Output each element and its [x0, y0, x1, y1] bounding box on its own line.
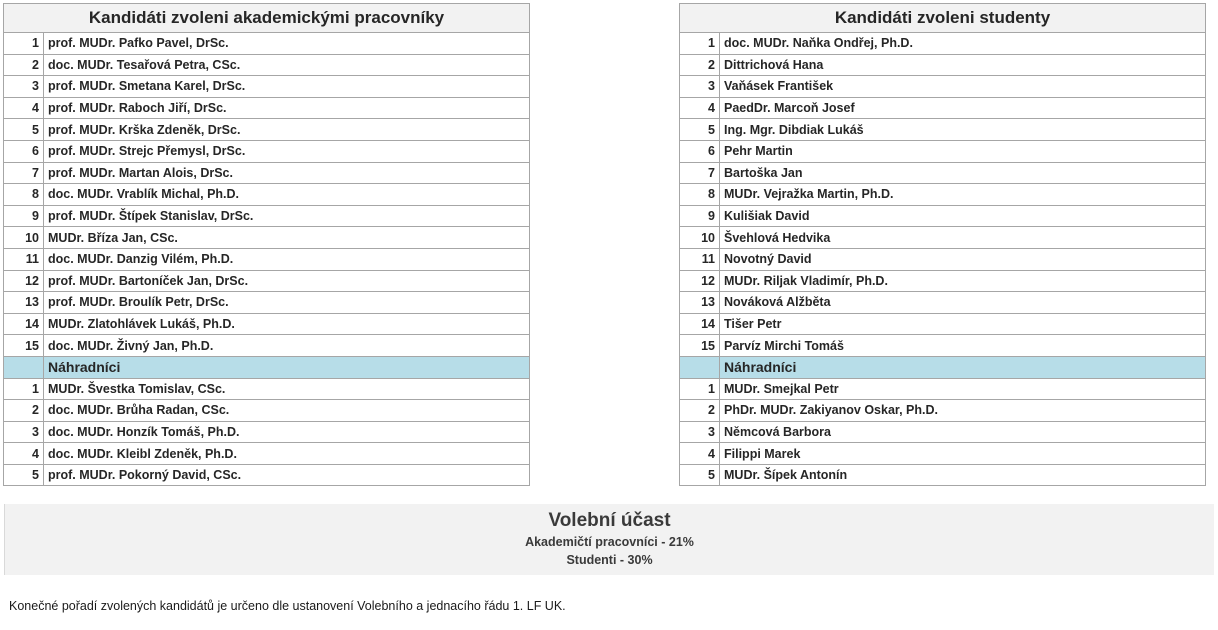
table-row — [4, 421, 530, 443]
staff-candidates-title: Kandidáti zvoleni akademickými pracovníky — [4, 4, 530, 33]
table-row — [4, 119, 530, 141]
table-row — [4, 184, 530, 206]
candidate-name: Bartoška Jan — [720, 162, 1206, 184]
candidate-name: MUDr. Bříza Jan, CSc. — [44, 227, 530, 249]
table-row — [680, 464, 1206, 486]
table-row — [4, 378, 530, 400]
row-number: 1 — [4, 33, 44, 55]
substitutes-label: Náhradníci — [44, 356, 530, 378]
row-number: 5 — [4, 464, 44, 486]
row-number: 4 — [4, 443, 44, 465]
table-row — [4, 464, 530, 486]
row-number: 4 — [4, 97, 44, 119]
substitute-name: MUDr. Šípek Antonín — [720, 464, 1206, 486]
table-row — [680, 162, 1206, 184]
substitute-name: Němcová Barbora — [720, 421, 1206, 443]
table-row — [4, 292, 530, 314]
table-row — [4, 335, 530, 357]
table-row — [680, 313, 1206, 335]
table-row — [680, 76, 1206, 98]
row-number: 15 — [4, 335, 44, 357]
table-row — [680, 292, 1206, 314]
candidate-name: Švehlová Hedvika — [720, 227, 1206, 249]
row-number: 3 — [680, 76, 720, 98]
row-number: 2 — [680, 400, 720, 422]
turnout-staff: Akademičtí pracovníci - 21% — [525, 535, 694, 549]
row-number: 8 — [680, 184, 720, 206]
candidate-name: prof. MUDr. Štípek Stanislav, DrSc. — [44, 205, 530, 227]
row-number: 2 — [680, 54, 720, 76]
row-number: 14 — [4, 313, 44, 335]
candidate-name: Ing. Mgr. Dibdiak Lukáš — [720, 119, 1206, 141]
footnote: Konečné pořadí zvolených kandidátů je určeno dle ustanovení Volebního a jednacího řádu 1. LF UK. — [9, 599, 566, 613]
table-row — [680, 335, 1206, 357]
row-number: 1 — [4, 378, 44, 400]
turnout-students: Studenti - 30% — [566, 553, 653, 567]
candidate-name: Tišer Petr — [720, 313, 1206, 335]
table-row — [680, 400, 1206, 422]
row-number: 13 — [680, 292, 720, 314]
row-number: 6 — [680, 140, 720, 162]
row-number: 13 — [4, 292, 44, 314]
table-row — [680, 184, 1206, 206]
candidate-name: Nováková Alžběta — [720, 292, 1206, 314]
table-row — [4, 443, 530, 465]
substitute-name: PhDr. MUDr. Zakiyanov Oskar, Ph.D. — [720, 400, 1206, 422]
table-row — [680, 205, 1206, 227]
candidate-name: MUDr. Vejražka Martin, Ph.D. — [720, 184, 1206, 206]
row-number: 3 — [680, 421, 720, 443]
candidate-name: prof. MUDr. Strejc Přemysl, DrSc. — [44, 140, 530, 162]
row-number: 8 — [4, 184, 44, 206]
table-row — [680, 97, 1206, 119]
student-candidates-table — [679, 3, 1206, 486]
row-number: 3 — [4, 421, 44, 443]
substitute-name: Filippi Marek — [720, 443, 1206, 465]
candidate-name: prof. MUDr. Broulík Petr, DrSc. — [44, 292, 530, 314]
row-number: 12 — [4, 270, 44, 292]
table-row — [680, 140, 1206, 162]
table-row — [4, 140, 530, 162]
table-row — [4, 33, 530, 55]
table-row — [680, 270, 1206, 292]
row-number: 11 — [680, 248, 720, 270]
row-number: 1 — [680, 378, 720, 400]
candidate-name: Parvíz Mirchi Tomáš — [720, 335, 1206, 357]
candidate-name: PaedDr. Marcoň Josef — [720, 97, 1206, 119]
table-row — [4, 97, 530, 119]
candidate-name: prof. MUDr. Pafko Pavel, DrSc. — [44, 33, 530, 55]
substitutes-header-row — [4, 356, 530, 378]
substitutes-header-row — [680, 356, 1206, 378]
table-row — [4, 54, 530, 76]
candidate-name: prof. MUDr. Raboch Jiří, DrSc. — [44, 97, 530, 119]
substitute-name: doc. MUDr. Brůha Radan, CSc. — [44, 400, 530, 422]
row-number: 6 — [4, 140, 44, 162]
table-row — [4, 400, 530, 422]
substitutes-label: Náhradníci — [720, 356, 1206, 378]
table-row — [4, 313, 530, 335]
row-number: 4 — [680, 443, 720, 465]
candidate-name: doc. MUDr. Danzig Vilém, Ph.D. — [44, 248, 530, 270]
candidate-name: doc. MUDr. Tesařová Petra, CSc. — [44, 54, 530, 76]
table-row — [680, 248, 1206, 270]
table-row — [4, 248, 530, 270]
table-row — [4, 162, 530, 184]
row-number: 5 — [680, 464, 720, 486]
candidate-name: Vaňásek František — [720, 76, 1206, 98]
substitute-name: MUDr. Švestka Tomislav, CSc. — [44, 378, 530, 400]
row-number: 2 — [4, 400, 44, 422]
row-number: 12 — [680, 270, 720, 292]
row-number: 5 — [4, 119, 44, 141]
row-number: 10 — [4, 227, 44, 249]
row-number: 15 — [680, 335, 720, 357]
table-row — [4, 270, 530, 292]
staff-candidates-table — [3, 3, 530, 486]
row-number: 11 — [4, 248, 44, 270]
substitute-name: prof. MUDr. Pokorný David, CSc. — [44, 464, 530, 486]
candidate-name: prof. MUDr. Bartoníček Jan, DrSc. — [44, 270, 530, 292]
table-row — [680, 54, 1206, 76]
student-candidates-title: Kandidáti zvoleni studenty — [680, 4, 1206, 33]
row-number — [680, 356, 720, 378]
turnout-panel — [4, 504, 1214, 575]
table-row — [4, 76, 530, 98]
substitute-name: doc. MUDr. Kleibl Zdeněk, Ph.D. — [44, 443, 530, 465]
table-row — [680, 227, 1206, 249]
row-number: 3 — [4, 76, 44, 98]
candidate-name: Dittrichová Hana — [720, 54, 1206, 76]
row-number: 9 — [4, 205, 44, 227]
substitute-name: doc. MUDr. Honzík Tomáš, Ph.D. — [44, 421, 530, 443]
row-number: 4 — [680, 97, 720, 119]
candidate-name: MUDr. Riljak Vladimír, Ph.D. — [720, 270, 1206, 292]
substitute-name: MUDr. Smejkal Petr — [720, 378, 1206, 400]
candidate-name: doc. MUDr. Vrablík Michal, Ph.D. — [44, 184, 530, 206]
row-number — [4, 356, 44, 378]
candidate-name: MUDr. Zlatohlávek Lukáš, Ph.D. — [44, 313, 530, 335]
row-number: 7 — [4, 162, 44, 184]
row-number: 7 — [680, 162, 720, 184]
candidate-name: prof. MUDr. Krška Zdeněk, DrSc. — [44, 119, 530, 141]
table-row — [680, 421, 1206, 443]
table-row — [680, 378, 1206, 400]
row-number: 10 — [680, 227, 720, 249]
row-number: 14 — [680, 313, 720, 335]
row-number: 5 — [680, 119, 720, 141]
row-number: 1 — [680, 33, 720, 55]
candidate-name: Novotný David — [720, 248, 1206, 270]
table-row — [680, 33, 1206, 55]
row-number: 2 — [4, 54, 44, 76]
table-row — [680, 119, 1206, 141]
candidate-name: doc. MUDr. Naňka Ondřej, Ph.D. — [720, 33, 1206, 55]
turnout-title: Volební účast — [548, 510, 671, 531]
candidate-name: prof. MUDr. Martan Alois, DrSc. — [44, 162, 530, 184]
table-row — [4, 227, 530, 249]
table-row — [680, 443, 1206, 465]
candidate-name: Pehr Martin — [720, 140, 1206, 162]
candidate-name: Kulišiak David — [720, 205, 1206, 227]
table-row — [4, 205, 530, 227]
candidate-name: doc. MUDr. Živný Jan, Ph.D. — [44, 335, 530, 357]
row-number: 9 — [680, 205, 720, 227]
candidate-name: prof. MUDr. Smetana Karel, DrSc. — [44, 76, 530, 98]
